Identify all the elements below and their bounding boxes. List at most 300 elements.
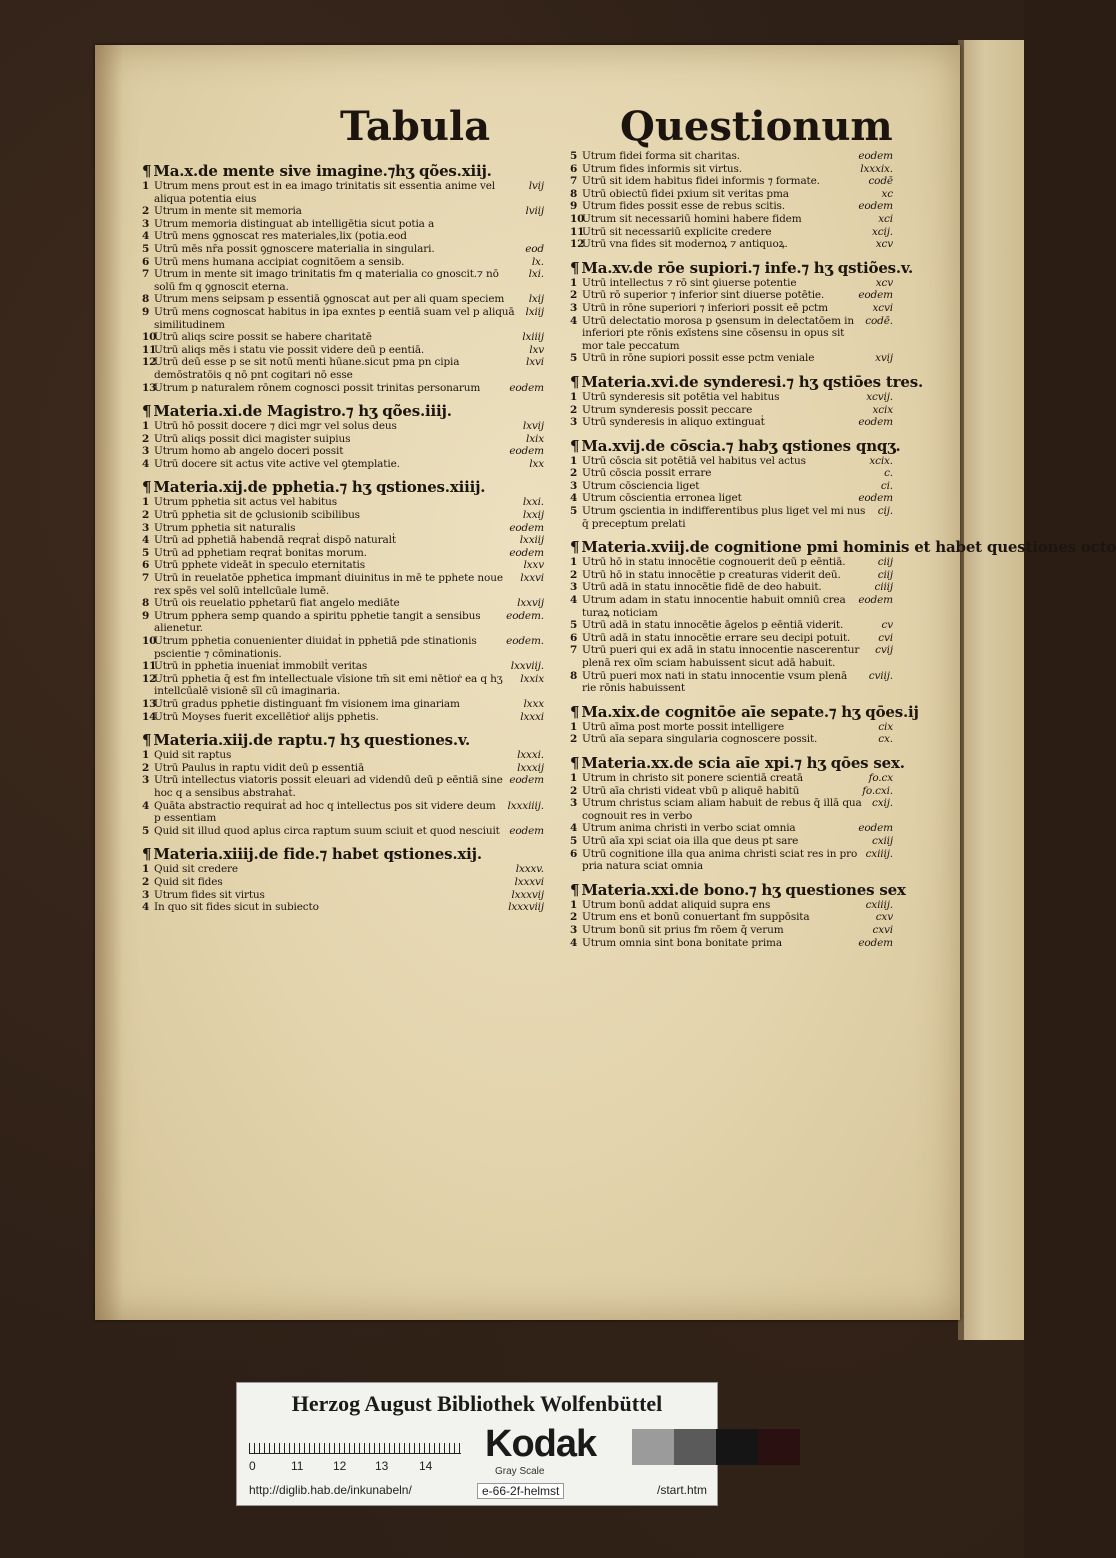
- question-text: Utrū aliqs mēs i statu vie possit videre deū p eentiā.: [154, 343, 425, 356]
- folio-reference: eodem: [509, 445, 544, 458]
- gray-swatch: [758, 1429, 800, 1465]
- question-number: 8: [570, 187, 578, 200]
- table-row: [142, 597, 544, 610]
- library-url[interactable]: http://diglib.hab.de/inkunabeln/: [249, 1483, 412, 1497]
- question-number: 1: [142, 863, 150, 876]
- table-row: [570, 200, 893, 213]
- section-heading: [570, 880, 906, 899]
- gray-swatch: [716, 1429, 758, 1465]
- question-text: Utrum mens prout est in ea imago trinitatis sit essentia anime vel aliqua potentia eius: [154, 180, 496, 205]
- table-row: [570, 238, 893, 251]
- section-heading-text: Materia.xiij.de raptu.⁊ hʒ questiones.v.: [153, 731, 470, 750]
- question-number: 1: [570, 454, 578, 467]
- question-number: 9: [570, 200, 578, 213]
- question-text: Utrum fides sit virtus: [154, 888, 265, 901]
- section-heading-text: Materia.xij.de pphetia.⁊ hʒ qstiones.xiiij.: [153, 478, 486, 497]
- question-number: 6: [142, 559, 150, 572]
- table-row: [570, 302, 893, 315]
- folio-reference: cx.: [878, 733, 893, 746]
- question-text: Utrū deū esse p se sit notū menti hūane.sicut pma pn cipia demōstratōis q nō pnt cogitari nō esse: [154, 356, 460, 381]
- section-heading: [142, 403, 544, 420]
- folio-reference: lxxix: [520, 672, 544, 685]
- question-text: Quid sit illud quod aplus circa raptum suum sciuit et quod nesciuit: [154, 824, 500, 837]
- question-text: Utrū intellectus ⁊ rō sint ꝯiuerse potentie: [582, 276, 797, 289]
- question-number: 3: [570, 797, 578, 810]
- section-heading-text: Materia.xiiij.de fide.⁊ habet qstiones.xij.: [153, 845, 482, 864]
- folio-reference: ciiij: [874, 581, 893, 594]
- question-number: 11: [142, 343, 157, 356]
- question-number: 6: [142, 255, 150, 268]
- table-row: [142, 876, 544, 889]
- question-text: Utrum in mente sit memoria: [154, 205, 302, 218]
- folio-reference: cxiij: [871, 834, 893, 847]
- question-number: 2: [142, 432, 150, 445]
- table-row: [142, 610, 544, 635]
- header-right-title: Questionum: [620, 103, 893, 150]
- table-row: [142, 698, 544, 711]
- table-row: [570, 797, 893, 822]
- question-text: Utrū delectatio morosa p ꝯsensum in delectatōem in inferiori pte rōnis exīstens sine cōsensu in opus sit mor tale peccatum: [582, 314, 854, 352]
- table-row: [570, 213, 893, 226]
- table-row: [142, 673, 544, 698]
- header-left-title: Tabula: [340, 103, 491, 150]
- section-heading: [142, 163, 544, 180]
- table-row: [142, 559, 544, 572]
- question-number: 10: [142, 635, 157, 647]
- question-text: Utrum adam in statu innocentie habuit omniū crea turaꝝ noticiam: [582, 594, 846, 619]
- question-number: 1: [570, 276, 578, 289]
- folio-reference: xcv: [875, 276, 893, 289]
- folio-reference: xvij: [875, 352, 893, 365]
- folio-reference: eodem.: [506, 635, 544, 647]
- table-row: [570, 391, 893, 404]
- folio-reference: xcix: [872, 403, 893, 416]
- folio-reference: eodem: [858, 594, 893, 607]
- table-row: [570, 772, 893, 785]
- table-row: [142, 230, 544, 243]
- ruler-number: 11: [291, 1459, 304, 1473]
- question-text: Utrū pueri mox nati in statu innocentie vsum plenā rie rōnis habuissent: [582, 669, 848, 695]
- folio-reference: lxvi: [526, 356, 544, 369]
- question-number: 5: [570, 150, 578, 162]
- question-number: 3: [570, 301, 578, 314]
- question-text: Utrū ad pphetiā habendā reqraṫ dispō naturalṫ: [154, 534, 396, 547]
- table-section: [570, 753, 905, 873]
- folio-reference: eodem: [509, 824, 544, 837]
- question-text: Utrum anima christi in verbo sciat omnia: [582, 822, 796, 835]
- question-number: 1: [570, 390, 578, 403]
- shelfmark-field: e-66-2f-helmst: [477, 1483, 564, 1499]
- folio-reference: eodem: [858, 936, 893, 949]
- question-number: 5: [570, 834, 578, 847]
- question-text: Quāta abstractio requiraṫ ad hoc q intellectus pos sit videre deum p essentiam: [154, 799, 496, 825]
- section-heading: [570, 702, 919, 721]
- folio-reference: lxxxix.: [860, 162, 893, 175]
- folio-reference: cvij: [875, 644, 893, 657]
- question-text: Utrum omnia sint bona bonitate prima: [582, 936, 782, 949]
- table-row: [570, 822, 893, 835]
- folio-reference: lxxviij.: [510, 660, 544, 673]
- question-text: Utrū mēs nr̄a possit ꝯgnoscere materialia in singulari.: [154, 242, 435, 255]
- question-text: Utrum pphera semp quando a spiritu pphetie tangit a sensibus alienetur.: [154, 609, 481, 635]
- question-number: 7: [570, 175, 578, 188]
- question-text: Utrum memoria distinguat ab intelligētia sicut potia a: [154, 217, 435, 230]
- table-row: [142, 306, 544, 331]
- folio-reference: cxv: [875, 911, 893, 924]
- table-row: [142, 458, 544, 471]
- question-number: 3: [142, 888, 150, 901]
- table-row: [142, 509, 544, 522]
- question-number: 5: [570, 619, 578, 632]
- folio-reference: eodem: [509, 774, 544, 787]
- question-number: 9: [142, 609, 150, 622]
- library-color-card: [236, 1382, 718, 1506]
- folio-reference: lxiiij: [522, 331, 544, 344]
- table-row: [142, 356, 544, 381]
- pilcrow-icon: ¶: [142, 402, 152, 421]
- folio-reference: lxxxv.: [515, 863, 544, 876]
- question-number: 2: [570, 403, 578, 416]
- question-number: 7: [142, 572, 150, 585]
- library-name: Herzog August Bibliothek Wolfenbüttel: [291, 1391, 663, 1416]
- section-heading-text: Materia.xx.de scia aīe xpi.⁊ hʒ qōes sex.: [581, 753, 905, 772]
- table-row: [142, 243, 544, 256]
- folio-reference: eodem: [858, 492, 893, 505]
- folio-reference: lxi.: [528, 268, 544, 281]
- question-number: 2: [142, 875, 150, 888]
- question-text: Utrū Paulus in raptu vidit deū p essentiā: [154, 761, 365, 774]
- table-row: [142, 205, 544, 218]
- question-text: Utrū cōscia possit errare: [582, 467, 712, 480]
- question-number: 1: [570, 556, 578, 569]
- question-text: Utrū intellectus viatoris possit eleuari ad videndū deū p eēntiā sine hoc q a sensibus abstrahaṫ.: [154, 774, 503, 799]
- question-text: Utrum christus sciam aliam habuit de rebus q̄ illā qua cognouit res in verbo: [582, 797, 862, 822]
- question-number: 2: [570, 289, 578, 302]
- pilcrow-icon: ¶: [570, 538, 580, 557]
- question-number: 2: [142, 205, 150, 218]
- question-text: Utrū sit necessariū explicite credere: [582, 225, 772, 238]
- question-number: 7: [142, 268, 150, 281]
- folio-reference: xcvi: [872, 301, 893, 314]
- folio-reference: eod: [525, 242, 544, 255]
- table-row: [142, 572, 544, 597]
- question-text: Utrū in rōne superiori ⁊ inferiori possit eē pctm: [582, 301, 828, 314]
- table-row: [570, 924, 893, 937]
- right-column: [570, 150, 1116, 958]
- question-text: Utrum ꝯscientia in indifferentibus plus liget vel mi nus q̄ preceptum prelati: [582, 505, 866, 530]
- question-number: 1: [142, 180, 150, 192]
- question-number: 10: [570, 212, 585, 225]
- folio-reference: cxiiij.: [865, 847, 893, 860]
- question-text: Utrū aīa christi videat vbū p aliquē habitū: [582, 784, 800, 797]
- question-text: Utrū pphete videāt in speculo eternitatis: [154, 559, 365, 572]
- question-text: Utrū cognitione illa qua anima christi sciat res in pro pria natura sciat omnia: [582, 847, 858, 873]
- table-row: [142, 825, 544, 838]
- folio-reference: cij.: [877, 505, 893, 518]
- table-row: [570, 594, 893, 619]
- pilcrow-icon: ¶: [570, 753, 580, 772]
- folio-reference: xcix.: [869, 454, 893, 467]
- question-text: Utrū aīa separa singularia cognoscere possit.: [582, 733, 818, 746]
- question-number: 5: [570, 352, 578, 365]
- question-text: Utrū synderesis sit potētia vel habitus: [582, 390, 780, 403]
- question-text: Utrum bonū sit prius fm rōem q̄ verum: [582, 923, 784, 936]
- gray-swatch: [632, 1429, 674, 1465]
- question-number: 2: [570, 911, 578, 924]
- pilcrow-icon: ¶: [570, 258, 580, 277]
- question-text: Utrum in christo sit ponere scientiā creatā: [582, 771, 803, 784]
- question-number: 1: [570, 898, 578, 911]
- question-text: Utrū adā in statu innocētie errare seu decipi potuit.: [582, 631, 851, 644]
- folio-reference: lxx: [529, 457, 544, 470]
- table-row: [570, 835, 893, 848]
- question-text: Utrū obiectū fidei pxium sit veritas pma: [582, 187, 789, 200]
- folio-reference: eodem: [858, 200, 893, 213]
- question-text: Utrū in reuelatōe pphetica impmanṫ diuinitus in mē te pphete noue rex spēs vel solū intellcūale lumē.: [154, 572, 503, 597]
- question-text: Utrū ois reuelatio pphetarū fiat angelo mediāte: [154, 597, 400, 610]
- question-text: Utrum fides possit esse de rebus scitis.: [582, 200, 785, 213]
- section-heading: [570, 538, 1116, 557]
- question-number: 2: [570, 568, 578, 581]
- question-number: 2: [570, 467, 578, 480]
- question-number: 4: [142, 534, 150, 547]
- section-heading: [570, 372, 923, 391]
- question-number: 4: [142, 901, 150, 914]
- table-row: [570, 150, 893, 163]
- section-heading-text: Ma.x.de mente sive imagine.⁊hʒ qões.xiij.: [153, 162, 492, 180]
- folio-reference: cxij.: [871, 797, 893, 810]
- table-row: [570, 644, 893, 669]
- question-number: 1: [570, 771, 578, 784]
- folio-reference: ci.: [880, 479, 893, 492]
- question-text: Utrū mens ꝯgnoscat res materiales,lix (potia.eod: [154, 230, 407, 243]
- folio-reference: cxiiij.: [865, 898, 893, 911]
- question-text: Utrum pphetia sit actus vel habitus: [154, 496, 337, 509]
- question-text: Utrū Moyses fuerit excellētioṙ alijs pphetis.: [154, 710, 379, 723]
- table-row: [570, 581, 893, 594]
- folio-reference: lxxij: [522, 509, 544, 522]
- question-text: Utrum fides informis sit virtus.: [582, 162, 742, 175]
- table-row: [570, 352, 893, 365]
- question-number: 12: [142, 356, 157, 369]
- folio-reference: fo.cx: [868, 771, 893, 784]
- gray-swatches: [632, 1429, 800, 1465]
- question-text: Utrū synderesis in aliquo extinguaṫ: [582, 416, 765, 429]
- question-number: 6: [570, 631, 578, 644]
- folio-reference: lxxv: [523, 559, 544, 572]
- pilcrow-icon: ¶: [142, 478, 152, 497]
- folio-reference: cviij.: [868, 669, 893, 682]
- table-row: [570, 733, 893, 746]
- section-heading-text: Ma.xv.de rōe supiori.⁊ infe.⁊ hʒ qstiões.v.: [581, 258, 913, 277]
- question-number: 8: [142, 293, 150, 306]
- question-text: Utrū aliqs possit dici magister suipius: [154, 432, 351, 445]
- question-number: 3: [570, 416, 578, 429]
- table-row: [570, 721, 893, 734]
- question-number: 2: [570, 733, 578, 746]
- pilcrow-icon: ¶: [570, 880, 580, 899]
- table-row: [142, 218, 544, 231]
- table-row: [570, 226, 893, 239]
- folio-reference: lx.: [531, 255, 544, 268]
- question-text: Utrū vna fides sit modernoꝝ ⁊ antiquoꝝ.: [582, 238, 788, 251]
- table-row: [142, 800, 544, 825]
- folio-reference: cvi: [878, 631, 893, 644]
- question-text: Utrū sit idem habitus fidei informis ⁊ formate.: [582, 175, 820, 188]
- folio-reference: eodem.: [506, 609, 544, 622]
- table-section: [570, 436, 901, 531]
- question-text: Utrū gradus pphetie distinguanṫ fm visionem ima ginariam: [154, 697, 460, 710]
- table-row: [142, 522, 544, 535]
- question-number: 2: [570, 784, 578, 797]
- question-text: Utrum synderesis possit peccare: [582, 403, 753, 416]
- question-number: 4: [570, 492, 578, 505]
- section-heading: [570, 753, 905, 772]
- folio-reference: lxxiij: [519, 534, 544, 547]
- table-row: [570, 175, 893, 188]
- table-row: [142, 774, 544, 799]
- folio-reference: eodem: [509, 381, 544, 394]
- gray-swatch: [674, 1429, 716, 1465]
- folio-reference: cix: [878, 720, 893, 733]
- question-number: 4: [570, 314, 578, 327]
- question-number: 4: [570, 594, 578, 607]
- left-column: [142, 163, 544, 923]
- folio-reference: eodem: [858, 150, 893, 162]
- question-text: Utrū aīma post morte possit intelligere: [582, 720, 785, 733]
- folio-reference: lxix: [526, 432, 544, 445]
- question-number: 3: [570, 923, 578, 936]
- question-text: Utrū mens humana accipiat cognitōem a sensib.: [154, 255, 405, 268]
- table-row: [570, 556, 893, 569]
- folio-reference: lxxxvi: [514, 875, 544, 888]
- table-row: [142, 268, 544, 293]
- table-row: [570, 492, 893, 505]
- question-number: 11: [142, 660, 157, 673]
- folio-reference: ciij: [877, 556, 893, 569]
- folio-reference: lxvij: [522, 420, 544, 433]
- question-number: 3: [142, 774, 150, 787]
- question-number: 11: [570, 225, 585, 238]
- pilcrow-icon: ¶: [142, 731, 152, 750]
- section-heading-text: Ma.xvij.de cōscia.⁊ habʒ qstiones qnqʒ.: [581, 436, 901, 455]
- question-text: Utrum pphetia conuenienter diuidaṫ in pphetiā pde stinationis pscientie ⁊ cōminationis.: [154, 635, 477, 660]
- question-number: 1: [142, 496, 150, 509]
- table-row: [142, 660, 544, 673]
- question-text: Utrū adā in statu innocētie āgelos p eēntiā viderit.: [582, 619, 844, 632]
- question-number: 1: [570, 720, 578, 733]
- table-row: [142, 762, 544, 775]
- question-number: 8: [570, 669, 578, 682]
- question-text: Utrū pphetia sit de ꝯclusionib scibilibus: [154, 509, 360, 522]
- section-heading: [570, 436, 901, 455]
- folio-reference: xci: [878, 212, 893, 225]
- table-row: [570, 911, 893, 924]
- table-row: [570, 619, 893, 632]
- question-text: Utrū pphetia q̄ est fm intellectuale vīsione tm̄ sit emi nētioṙ ea q hʒ intellcūalē visionē sīl cū imaginaria.: [154, 672, 503, 698]
- table-section: [570, 702, 919, 746]
- question-text: Utrum fidei forma sit charitas.: [582, 150, 740, 162]
- table-row: [570, 289, 893, 302]
- question-text: Quid sit fides: [154, 875, 223, 888]
- question-text: Utrum pphetia sit naturalis: [154, 521, 296, 534]
- question-text: Utrū hō in statu innocētie p creaturas viderit deū.: [582, 568, 841, 581]
- table-row: [570, 848, 893, 873]
- question-text: Utrū pueri qui ex adā in statu innocentie nascerentur plenā rex oīm sciam habuissent sicut adā habuit.: [582, 644, 860, 669]
- question-text: Quid sit raptus: [154, 749, 232, 762]
- table-row: [142, 433, 544, 446]
- folio-reference: lxxvi: [520, 572, 544, 585]
- folio-reference: codē: [868, 175, 893, 188]
- table-row: [570, 937, 893, 950]
- folio-reference: lviij: [525, 205, 544, 218]
- table-row: [142, 711, 544, 724]
- question-number: 5: [142, 546, 150, 559]
- question-text: Utrum ens et bonū conuertanṫ fm suppōsita: [582, 911, 810, 924]
- folio-reference: lxij: [528, 293, 544, 306]
- question-text: Utrum cōsciencia liget: [582, 479, 700, 492]
- question-number: 3: [142, 521, 150, 534]
- table-section: [570, 372, 923, 429]
- table-row: [142, 420, 544, 433]
- table-section: [142, 479, 544, 723]
- question-text: Utrū hō in statu innocētie cognouerit deū p eēntiā.: [582, 556, 846, 569]
- ruler-number: 12: [333, 1459, 347, 1473]
- folio-reference: lxv: [529, 343, 544, 356]
- question-text: Utrum cōscientia erronea liget: [582, 492, 742, 505]
- section-heading: [142, 732, 544, 749]
- question-number: 3: [142, 217, 150, 230]
- question-number: 3: [142, 445, 150, 458]
- section-heading: [570, 258, 913, 277]
- question-number: 7: [570, 644, 578, 657]
- question-text: Utrū hō possit docere ⁊ dici mgr vel solus deus: [154, 420, 397, 433]
- table-row: [142, 547, 544, 560]
- start-link[interactable]: /start.htm: [657, 1483, 708, 1497]
- question-number: 9: [142, 305, 150, 318]
- question-number: 8: [142, 597, 150, 610]
- question-number: 3: [570, 581, 578, 594]
- table-row: [142, 889, 544, 902]
- table-row: [142, 749, 544, 762]
- question-text: Utrū in rōne supiori possit esse pctm veniale: [582, 352, 815, 365]
- table-row: [142, 382, 544, 395]
- question-text: Utrū docere sit actus vite active vel ꝯtemplatie.: [154, 457, 400, 470]
- table-row: [142, 256, 544, 269]
- table-section: [570, 150, 893, 251]
- question-text: In quo sit fides sicut in subiecto: [154, 901, 319, 914]
- table-row: [570, 480, 893, 493]
- table-row: [142, 635, 544, 660]
- question-text: Utrū adā in statu innocētie fidē de deo habuit.: [582, 581, 822, 594]
- question-text: Utrū cōscia sit potētiā vel habitus vel actus: [582, 454, 806, 467]
- table-row: [142, 293, 544, 306]
- ruler-number: 0: [249, 1459, 256, 1473]
- table-section: [142, 846, 544, 913]
- question-number: 1: [142, 749, 150, 762]
- question-number: 6: [570, 162, 578, 175]
- folio-reference: lxxi.: [522, 496, 544, 509]
- folio-reference: ciij: [877, 568, 893, 581]
- question-number: 4: [142, 799, 150, 812]
- folio-reference: xcij.: [871, 225, 893, 238]
- question-number: 6: [570, 847, 578, 860]
- question-number: 2: [142, 509, 150, 522]
- table-section: [570, 258, 913, 365]
- folio-reference: cxvi: [872, 923, 893, 936]
- question-text: Utrū rō superior ⁊ inferior sint diuerse potētie.: [582, 289, 825, 302]
- question-text: Utrum p naturalem rōnem cognosci possit trinitas personarum: [154, 381, 481, 394]
